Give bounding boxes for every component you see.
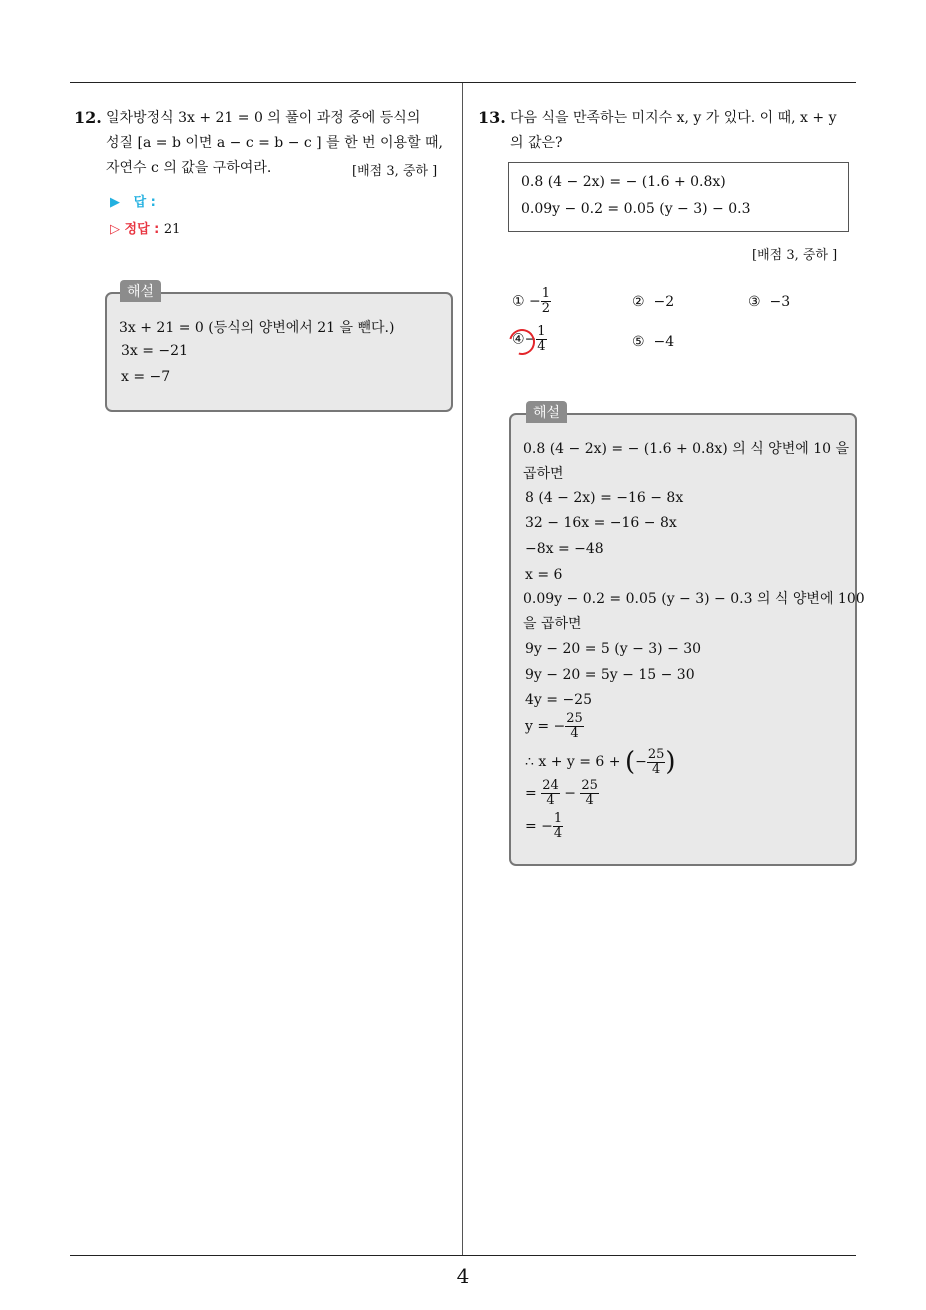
column-divider bbox=[462, 83, 463, 1255]
q13-solution-tag: 해설 bbox=[526, 401, 567, 423]
q12-correct-row bbox=[110, 218, 180, 237]
q13-score: [배점 3, 중하 ] bbox=[752, 248, 838, 263]
q12-solution-line: x = −7 bbox=[121, 369, 171, 385]
q13-solution-line: 0.09y − 0.2 = 0.05 (y − 3) − 0.3 의 식 양변에 100 bbox=[523, 591, 865, 607]
q13-solution-line: 곱하면 bbox=[523, 466, 564, 482]
q13-solution-line: = − $\frac{1}{4}$ bbox=[525, 811, 563, 841]
q13-solution-line: 32 − 16x = −16 − 8x bbox=[525, 515, 677, 531]
q13-solution-box bbox=[509, 405, 865, 866]
choice-3[interactable]: ③ −3 bbox=[748, 294, 791, 310]
q13-solution-line: 을 곱하면 bbox=[523, 616, 582, 632]
q13-solution-line: 9y − 20 = 5 (y − 3) − 30 bbox=[525, 641, 702, 657]
outline-play-icon: ▷ bbox=[110, 222, 120, 237]
play-icon: ▶ bbox=[110, 195, 120, 210]
q13-text-line1: 다음 식을 만족하는 미지수 x, y 가 있다. 이 때, x + y bbox=[510, 110, 837, 126]
q13-solution-line: 4y = −25 bbox=[525, 692, 592, 708]
q13-given-equations-box bbox=[508, 162, 849, 232]
q13-solution-line: 0.8 (4 − 2x) = − (1.6 + 0.8x) 의 식 양변에 10 을 bbox=[523, 441, 849, 457]
q13-text-line2: 의 값은? bbox=[510, 135, 563, 151]
q12-answer-label: 답 : bbox=[133, 195, 156, 210]
bottom-rule bbox=[70, 1255, 856, 1256]
q12-solution-tag: 해설 bbox=[120, 280, 161, 302]
choice-2[interactable]: ② −2 bbox=[632, 294, 675, 310]
q13-solution-line: = $\frac{24}{4}$ − $\frac{25}{4}$ bbox=[525, 778, 598, 808]
q13-given-equation: 0.8 (4 − 2x) = − (1.6 + 0.8x) bbox=[521, 174, 726, 190]
choice-1[interactable]: ① − $\frac{1}{2}$ bbox=[512, 286, 551, 316]
q12-score: [배점 3, 중하 ] bbox=[352, 164, 438, 179]
q12-text-line2: 성질 [a = b 이면 a − c = b − c ] 를 한 번 이용할 때, bbox=[106, 135, 444, 151]
q12-answer-row bbox=[110, 191, 156, 210]
choice-5[interactable]: ⑤ −4 bbox=[632, 334, 675, 350]
page-number: 4 bbox=[456, 1264, 470, 1288]
q13-solution-line: −8x = −48 bbox=[525, 541, 604, 557]
q13-solution-line: y = − $\frac{25}{4}$ bbox=[525, 711, 583, 741]
q12-solution-line: 3x + 21 = 0 (등식의 양변에서 21 을 뺀다.) bbox=[119, 320, 395, 336]
q13-solution-line: ∴ x + y = 6 + (− $\frac{25}{4}$ ) bbox=[525, 746, 676, 777]
q13-solution-line: x = 6 bbox=[525, 567, 563, 583]
q12-correct-label: 정답 : bbox=[124, 222, 160, 237]
q12-solution-box bbox=[105, 284, 453, 412]
top-rule bbox=[70, 82, 856, 83]
q12-text-line3: 자연수 c 의 값을 구하여라. bbox=[106, 160, 272, 176]
q12-text-line1: 일차방정식 3x + 21 = 0 의 풀이 과정 중에 등식의 bbox=[106, 110, 421, 126]
q13-solution-line: 8 (4 − 2x) = −16 − 8x bbox=[525, 490, 684, 506]
q12-number: 12. bbox=[74, 108, 102, 127]
choice-4[interactable]: ④− $\frac{1}{4}$ bbox=[512, 324, 546, 354]
q13-given-equation: 0.09y − 0.2 = 0.05 (y − 3) − 0.3 bbox=[521, 201, 751, 217]
q13-number: 13. bbox=[478, 108, 506, 127]
q12-correct-value: 21 bbox=[163, 222, 181, 237]
q12-solution-line: 3x = −21 bbox=[121, 343, 188, 359]
q13-solution-line: 9y − 20 = 5y − 15 − 30 bbox=[525, 667, 695, 683]
